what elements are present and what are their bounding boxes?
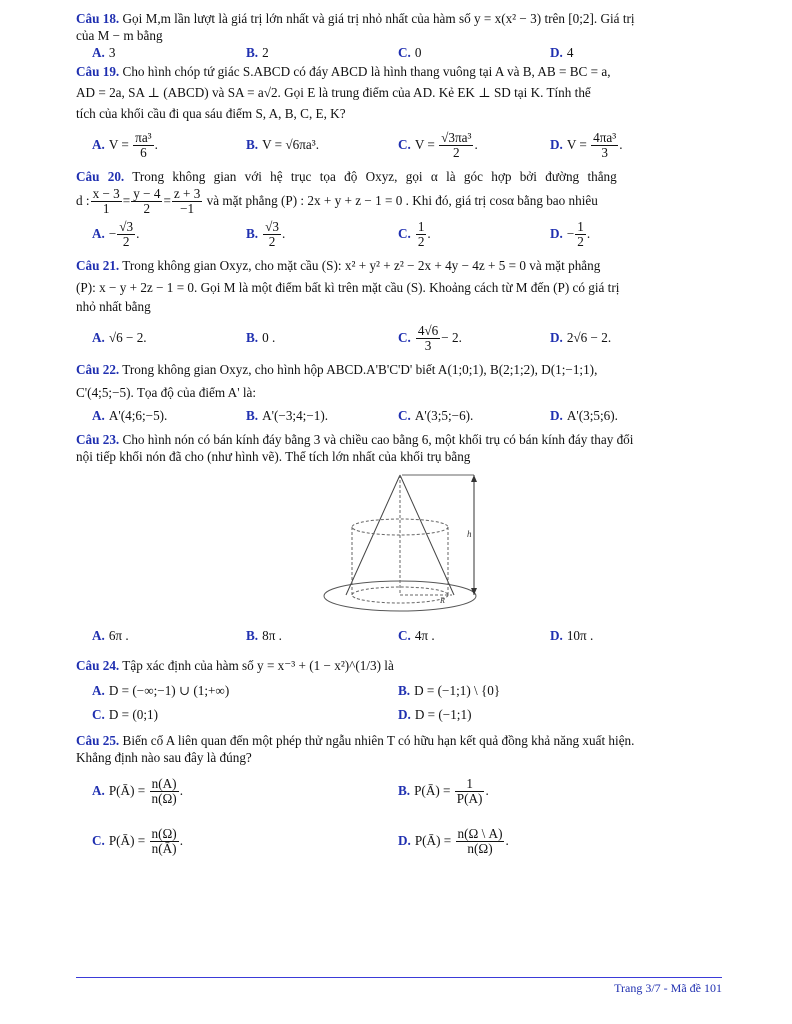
option-b[interactable]: B. 2 <box>246 45 269 60</box>
question-line: Cho hình chóp tứ giác S.ABCD có đáy ABCD là hình thang vuông tại A và B, AB = BC = a, <box>122 64 611 79</box>
option-b[interactable]: B. P(Ā) = $\frac{1}{P(A)}$ . <box>398 776 489 807</box>
question-line: của M − m bằng <box>76 28 163 43</box>
option-d[interactable]: D. P(Ā) = $\frac{n(\Omega \backslash A)}{n(\Omega)}$ . <box>398 826 509 857</box>
cone-cylinder-figure <box>76 471 722 619</box>
question-18 <box>76 10 722 61</box>
option-a[interactable]: A. − $\frac{√3}{2}$ . <box>92 219 140 250</box>
question-label: Câu 24. <box>76 658 120 673</box>
question-19 <box>76 63 722 162</box>
option-d[interactable]: D. 4 <box>550 45 574 60</box>
option-a[interactable]: A. V = $\frac{\text{πa³}}{6}$ . <box>92 130 158 161</box>
option-c[interactable]: C. $\frac{1}{2}$ . <box>398 219 431 250</box>
footer-divider <box>76 977 722 978</box>
question-text <box>76 63 722 80</box>
option-a[interactable]: A. P(Ā) = $\frac{n(A)}{n(\Omega)}$ . <box>92 776 183 807</box>
answer-options <box>76 321 722 355</box>
question-line: Tập xác định của hàm số y = x⁻³ + (1 − x²)^(1/3) là <box>122 658 394 673</box>
question-line: Khẳng định nào sau đây là đúng? <box>76 750 252 765</box>
answer-options <box>76 824 722 858</box>
question-label: Câu 18. <box>76 11 120 26</box>
answer-options <box>76 44 722 61</box>
question-23 <box>76 431 722 647</box>
question-line: Trong không gian với hệ trục tọa độ Oxyz, gọi α là góc hợp bởi đường thẳng <box>132 169 617 184</box>
option-c[interactable]: C. 4π . <box>398 628 435 643</box>
question-line: Gọi M,m lần lượt là giá trị lớn nhất và giá trị nhỏ nhất của hàm số y = x(x² − 3) trên [0;2]. Giá trị <box>122 11 635 26</box>
question-21 <box>76 257 722 355</box>
question-line: Biến cố A liên quan đến một phép thử ngẫu nhiên T có hữu hạn kết quả đồng khả năng xuất hiện. <box>122 733 635 748</box>
question-text <box>76 732 722 749</box>
option-c[interactable]: C. A'(3;5;−6). <box>398 408 474 423</box>
cone-cylinder-drawing <box>76 471 722 619</box>
answer-options <box>76 407 722 427</box>
answer-options <box>76 774 722 808</box>
radius-label: R <box>440 596 445 605</box>
question-line: AD = 2a, SA ⊥ (ABCD) và SA = a√2. Gọi E là trung điểm của AD. Kẻ EK ⊥ SD tại K. Tính thể <box>76 85 591 100</box>
question-label: Câu 22. <box>76 362 120 377</box>
question-label: Câu 21. <box>76 258 120 273</box>
option-c[interactable]: C. V = $\frac{\text{√3πa³}}{2}$ . <box>398 130 478 161</box>
answer-options <box>76 627 722 647</box>
question-line: (P): x − y + 2z − 1 = 0. Gọi M là một điểm bất kì trên mặt cầu (S). Khoảng cách từ M đến (P) có giá trị <box>76 280 620 295</box>
option-d[interactable]: D. − $\frac{1}{2}$ . <box>550 219 591 250</box>
question-text <box>76 257 722 274</box>
option-d[interactable]: D. D = (−1;1) <box>398 707 472 722</box>
answer-options <box>76 706 722 726</box>
question-label: Câu 23. <box>76 432 120 447</box>
option-b[interactable]: B. D = (−1;1) \ {0} <box>398 683 501 698</box>
option-b[interactable]: B. V = √6πa³. <box>246 137 320 152</box>
question-22 <box>76 361 722 427</box>
option-c[interactable]: C. P(Ā) = $\frac{n(\Omega)}{n(Ā)}$ . <box>92 826 183 857</box>
question-line: Cho hình nón có bán kính đáy bằng 3 và chiều cao bằng 6, một khối trụ có bán kính đáy thay đổi <box>122 432 634 447</box>
option-a[interactable]: A. D = (−∞;−1) ∪ (1;+∞) <box>92 683 230 698</box>
question-text <box>76 10 722 27</box>
question-text <box>76 361 722 378</box>
question-line: Trong không gian Oxyz, cho mặt cầu (S): x² + y² + z² − 2x + 4y − 4z + 5 = 0 và mặt phẳng <box>122 258 601 273</box>
option-b[interactable]: B. A'(−3;4;−1). <box>246 408 329 423</box>
question-line: d : $\frac{x - 3}{1}$ = $\frac{y - 4}{2}$ = $\frac{z + 3}{-1}$ và mặt phẳng (P) : 2x + y + z − 1 = 0 . Khi đó, giá trị cosα bằng bao nhiêu <box>76 186 598 217</box>
question-line: nội tiếp khối nón đã cho (như hình vẽ). Thể tích lớn nhất của khối trụ bằng <box>76 449 471 464</box>
option-d[interactable]: D. 2√6 − 2. <box>550 330 612 345</box>
option-b[interactable]: B. 8π . <box>246 628 282 643</box>
option-a[interactable]: A. 6π . <box>92 628 129 643</box>
question-line: tích của khối cầu đi qua sáu điểm S, A, B, C, E, K? <box>76 106 346 121</box>
option-c[interactable]: C. D = (0;1) <box>92 707 159 722</box>
option-a[interactable]: A. 3 <box>92 45 116 60</box>
option-c[interactable]: C. 0 <box>398 45 422 60</box>
question-line: C'(4;5;−5). Tọa độ của điểm A' là: <box>76 385 257 400</box>
question-line: Trong không gian Oxyz, cho hình hộp ABCD.A'B'C'D' biết A(1;0;1), B(2;1;2), D(1;−1;1), <box>122 362 598 377</box>
option-a[interactable]: A. √6 − 2. <box>92 330 147 345</box>
question-text <box>76 657 722 674</box>
question-24 <box>76 657 722 726</box>
option-c[interactable]: C. $\frac{4√6}{3}$ − 2. <box>398 323 462 354</box>
answer-options <box>76 682 722 702</box>
option-b[interactable]: B. 0 . <box>246 330 276 345</box>
exam-page <box>76 10 722 858</box>
question-label: Câu 25. <box>76 733 120 748</box>
page-footer: Trang 3/7 - Mã đề 101 <box>614 981 722 995</box>
question-text <box>76 431 722 448</box>
option-d[interactable]: D. V = $\frac{\text{4πa³}}{3}$ . <box>550 130 623 161</box>
answer-options <box>76 128 722 162</box>
question-label: Câu 19. <box>76 64 120 79</box>
question-text <box>76 168 722 185</box>
option-d[interactable]: D. A'(3;5;6). <box>550 408 618 423</box>
option-d[interactable]: D. 10π . <box>550 628 594 643</box>
question-20 <box>76 168 722 251</box>
question-line: nhỏ nhất bằng <box>76 299 151 314</box>
option-b[interactable]: B. $\frac{√3}{2}$ . <box>246 219 286 250</box>
height-label: h <box>467 529 472 539</box>
question-25 <box>76 732 722 858</box>
option-a[interactable]: A. A'(4;6;−5). <box>92 408 168 423</box>
answer-options <box>76 217 722 251</box>
question-label: Câu 20. <box>76 169 125 184</box>
